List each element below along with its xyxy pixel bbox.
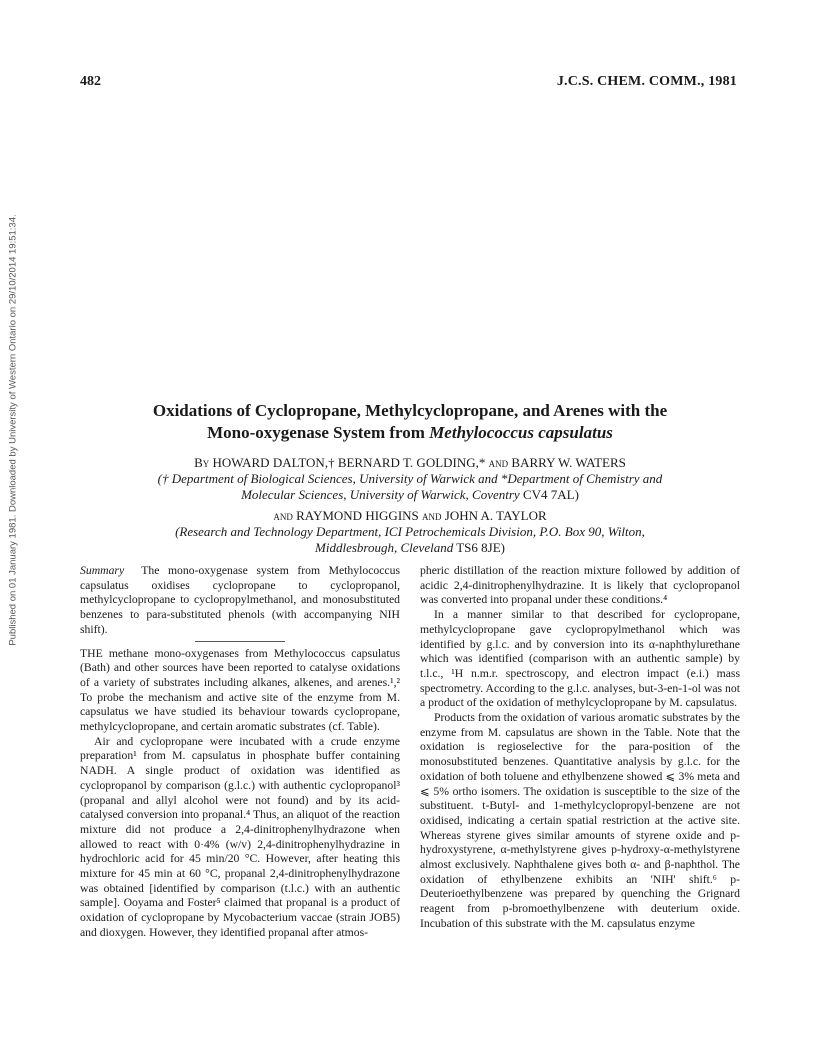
body-paragraph-5: Products from the oxidation of various aromatic substrates by the enzyme from M. capsulatus are shown in the Table. Note that the oxidation is regioselective for the para-position of the monosubstituted benzenes. Quantitative analysis by g.l.c. for the oxidation of both toluene and ethylbenzene showed ⩽ 3% meta and ⩽ 5% ortho isomers. The oxidation is susceptible to the size of the substituent. t-Butyl- and 1-methylcyclopropyl-benzene are not oxidised, indicating a certain spatial restriction at the active site. Whereas styrene gives similar amounts of styrene oxide and p-hydroxystyrene, α-methylstyrene gives p-hydroxy-α-methylstyrene almost exclusively. Naphthalene gives both α- and β-naphthol. The oxidation of ethylbenzene exhibits an 'NIH' shift.⁶ p-Deuterioethylbenzene was prepared by quenching the Grignard reagent from p-bromoethylbenzene with deuterium oxide. Incubation of this substrate with the M. capsulatus enzyme — [420, 711, 740, 930]
right-column — [420, 564, 740, 932]
affiliation-1-place: Molecular Sciences, University of Warwick, Coventry — [241, 487, 520, 502]
summary-label: Summary — [80, 564, 125, 577]
left-column — [80, 564, 400, 941]
journal-running-head: J.C.S. CHEM. COMM., 1981 — [556, 74, 737, 89]
affiliation-1-line-1: († Department of Biological Sciences, University of Warwick and *Department of Chemistry and — [157, 471, 663, 486]
title-line-1: Oxidations of Cyclopropane, Methylcyclopropane, and Arenes with the — [152, 401, 668, 420]
title-organism-name: Methylococcus capsulatus — [429, 423, 613, 442]
title-line-2-plain: Mono-oxygenase System from — [207, 423, 430, 442]
authors-line-1: By HOWARD DALTON,† BERNARD T. GOLDING,* and BARRY W. WATERS — [194, 455, 626, 470]
affiliation-1-postcode: CV4 7AL) — [519, 487, 579, 502]
page-number: 482 — [80, 74, 101, 89]
body-paragraph-4: In a manner similar to that described for cyclopropane, methylcyclopropane gave cyclopropylmethanol which was identified by g.l.c. and by conversion into its α-naphthylurethane which was identified (comparison with an authentic sample) by t.l.c., ¹H n.m.r. spectroscopy, and electron impact (e.i.) mass spectrometry. According to the g.l.c. analyses, but-3-en-1-ol was not a product of the oxidation of methylcyclopropane by M. capsulatus. — [420, 608, 740, 710]
body-paragraph-1: THE methane mono-oxygenases from Methylococcus capsulatus (Bath) and other sources have been reported to catalyse oxidations of a variety of substrates including alkanes, alkenes, and arenes.¹,² To probe the mechanism and active site of the enzyme from M. capsulatus we have studied its behaviour towards cyclopropane, methylcyclopropane, and certain aromatic substrates (cf. Table). — [80, 646, 400, 734]
body-paragraph-3: pheric distillation of the reaction mixture followed by addition of acidic 2,4-dinitrophenylhydrazine. It is likely that cyclopropanol was converted into propanal under these conditions.⁴ — [420, 564, 740, 607]
article-title — [110, 400, 710, 444]
affiliation-2-line-2 — [80, 540, 740, 556]
affiliation-2-line-1: (Research and Technology Department, ICI Petrochemicals Division, P.O. Box 90, Wilton, — [175, 524, 645, 539]
summary-paragraph — [80, 564, 400, 638]
affiliation-2-place: Middlesbrough, Cleveland — [315, 540, 454, 555]
side-note-text: Published on 01 January 1981. Downloaded by University of Western Ontario on 29/10/2014 19:51:34. — [7, 214, 19, 646]
body-paragraph-2: Air and cyclopropane were incubated with a crude enzyme preparation¹ from M. capsulatus in phosphate buffer containing NADH. A single product of oxidation was identified as cyclopropanol by comparison (g.l.c.) with authentic cyclopropanol³ (propanal and allyl alcohol were not found) and by its acid-catalysed conversion into propanal.⁴ Thus, an aliquot of the reaction mixture did not produce a 2,4-dinitrophenylhydrazone when allowed to react with 0·4% (w/v) 2,4-dinitrophenylhydrazine in hydrochloric acid for 45 min/20 °C. However, after heating this mixture for 45 min at 60 °C, propanal 2,4-dinitrophenylhydrazone was obtained [identified by comparison (t.l.c.) with an authentic sample]. Ooyama and Foster⁵ claimed that propanal is a product of oxidation of cyclopropane by Mycobacterium vaccae (strain JOB5) and dioxygen. However, they identified propanal after atmos- — [80, 734, 400, 939]
publication-side-note — [6, 190, 20, 670]
summary-divider — [195, 641, 285, 642]
affiliation-2-postcode: TS6 8JE) — [453, 540, 505, 555]
title-line-2 — [110, 422, 710, 444]
author-block-1 — [80, 455, 740, 503]
author-block-2 — [80, 508, 740, 556]
summary-text: The mono-oxygenase system from Methylococcus capsulatus oxidises cyclopropane to cyclopropanol, methylcyclopropane to cyclopropylmethanol, and monosubstituted benzenes to para-substituted phenols (with accompanying NIH shift). — [80, 564, 400, 636]
affiliation-1-line-2 — [80, 487, 740, 503]
authors-line-2: and RAYMOND HIGGINS and JOHN A. TAYLOR — [273, 508, 547, 523]
